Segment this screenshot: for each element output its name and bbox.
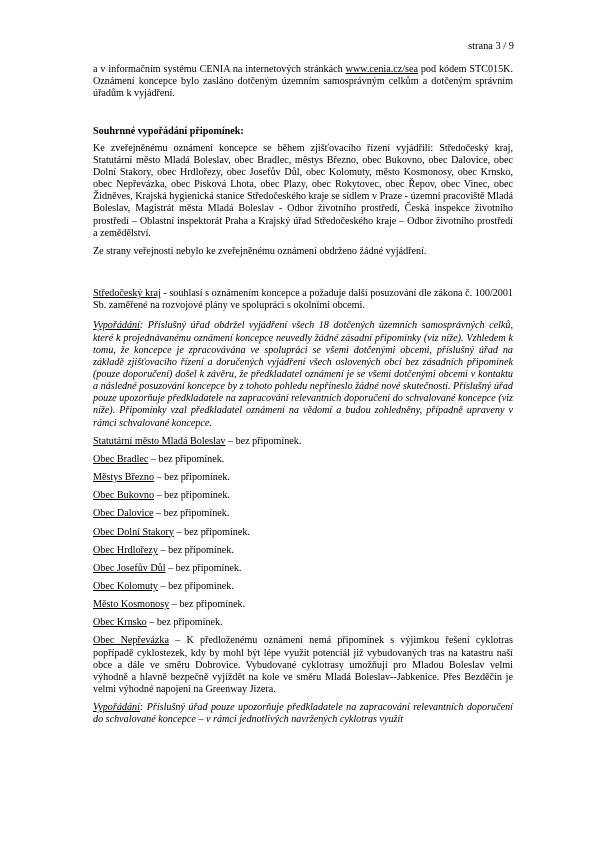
municipality-item: Městys Březno – bez připomínek. xyxy=(93,472,230,484)
kraj-paragraph: Středočeský kraj - souhlasí s oznámením koncepce a požaduje další posuzování dle zákona č. 100/2001 Sb. zaměřené na rozvojové plány ve spolupráci s okolními obcemi. xyxy=(93,288,513,312)
municipality-name: Obec Bukovno xyxy=(93,490,155,502)
municipality-name: Obec Bradlec xyxy=(93,453,149,465)
municipality-item: Obec Dolní Stakory – bez připomínek. xyxy=(93,526,250,538)
municipality-name: Statutární město Mladá Boleslav xyxy=(93,435,226,447)
cenia-link[interactable]: www.cenia.cz/sea xyxy=(345,64,418,75)
municipality-item: Statutární město Mladá Boleslav – bez připomínek. xyxy=(93,435,302,447)
municipality-item: Obec Dalovice – bez připomínek. xyxy=(93,508,230,520)
municipality-name: Obec Krnsko xyxy=(93,617,147,629)
municipality-item: Obec Krnsko – bez připomínek. xyxy=(93,617,223,629)
municipality-name: Městys Březno xyxy=(93,472,155,484)
neprevazka-settlement: Vypořádání: Příslušný úřad pouze upozorňuje předkladatele na zapracování relevantních doporučení do schvalované koncepce – v rámci jednotlivých navržených cyklotras využít xyxy=(93,702,513,726)
municipality-item: Obec Bradlec – bez připomínek. xyxy=(93,453,225,465)
municipality-item: Město Kosmonosy – bez připomínek. xyxy=(93,599,246,611)
page-number: strana 3 / 9 xyxy=(468,41,514,52)
municipality-name: Obec Hrdlořezy xyxy=(93,544,158,556)
municipality-name: Obec Dalovice xyxy=(93,508,154,520)
municipality-name: Obec Kolomuty xyxy=(93,581,158,592)
summary-paragraph: Ke zveřejněnému oznámení koncepce se během zjišťovacího řízení vyjádřili: Středočeský kraj, Statutární město Mladá Boleslav, obec Bradlec, městys Březno, obec Bukovno, obec Dalovice, obec Dolní Stakory, obec Hrdlořezy, obec Josefův Důl, obec Kolomuty, město Kosmonosy, obec Krnsko, obec Nepřevázka, obec Písková Lhota, obec Plazy, obec Rokytovec, obec Řepov, obec Vinec, obec Židněves, Krajská hygienická stanice Středočeského kraje se sídlem v Praze - územní pracoviště Mladá Boleslav, Magistrát města Mladá Boleslav - Odbor životního prostředí, Česká inspekce životního prostředí – Oblastní inspektorát Praha a Krajský úřad Středočeského kraje – Odbor životního prostředí a zemědělství. xyxy=(93,142,513,239)
municipality-item: Obec Hrdlořezy – bez připomínek. xyxy=(93,544,234,556)
neprevazka-paragraph: Obec Nepřevázka – K předloženému oznámení nemá připomínek s výjimkou řešení cyklotras popřípadě cyklostezek, kdy by mohl být lépe využit potenciál již vybudovaných tras na katastru naší obce a dále ve směru Dobrovice. Vybudované cyklotrasy umožňují pro Mladou Boleslav velmi výhodně a hlavně bezpečně vyjíždět na kole ve směru Mladá Boleslav--Jabkenice. Přes Bezděčín je velmi výhodné napojení na Greenway Jizera. xyxy=(93,635,513,696)
municipality-name: Obec Josefův Důl xyxy=(93,562,166,574)
municipality-name: Obec Dolní Stakory xyxy=(93,526,174,538)
municipality-item: Obec Bukovno – bez připomínek. xyxy=(93,490,230,502)
intro-paragraph: a v informačním systému CENIA na internetových stránkách www.cenia.cz/sea pod kódem STC015K. Oznámení koncepce bylo zasláno dotčeným územním samosprávným celkům a dotčeným správním úřadům k vyjádření. xyxy=(93,64,513,100)
document-body xyxy=(93,64,513,727)
kraj-name: Středočeský kraj xyxy=(93,288,161,300)
public-paragraph: Ze strany veřejnosti nebylo ke zveřejněnému oznámení obdrženo žádné vyjádření. xyxy=(93,245,427,257)
municipality-name: Město Kosmonosy xyxy=(93,599,170,611)
kraj-settlement: Vypořádání: Příslušný úřad obdržel vyjádření všech 18 dotčených územních samosprávných celků, které k projednávanému oznámení koncepce neuvedly žádné zásadní připomínky (viz níže). Vzhledem k tomu, že koncepce je zpracovávána ve spolupráci se všemi dotčenými obcemi, příslušný úřad na základě zjišťovacího řízení a doručených vyjádření všech oslovených obcí bez zásadních připomínek (pouze doporučení) došel k závěru, že předkladatel oznámení je se všemi dotčenými obcemi v kontaktu a následné posuzování koncepce by z tohoto pohledu nepřineslo žádné nové skutečnosti. Příslušný úřad pouze upozorňuje předkladatele na zapracování relevantních doporučení do schvalované koncepce (viz níže). Připomínky vzal předkladatel oznámení na vědomí a budou zohledněny, případně upraveny v rámci schvalované koncepce. xyxy=(93,320,513,429)
neprevazka-name: Obec Nepřevázka xyxy=(93,635,169,647)
municipality-item: Obec Josefův Důl – bez připomínek. xyxy=(93,562,242,574)
municipality-list xyxy=(93,436,513,630)
municipality-item: Obec Kolomuty – bez připomínek. xyxy=(93,581,234,592)
summary-heading: Souhrnné vypořádání připomínek: xyxy=(93,126,244,138)
